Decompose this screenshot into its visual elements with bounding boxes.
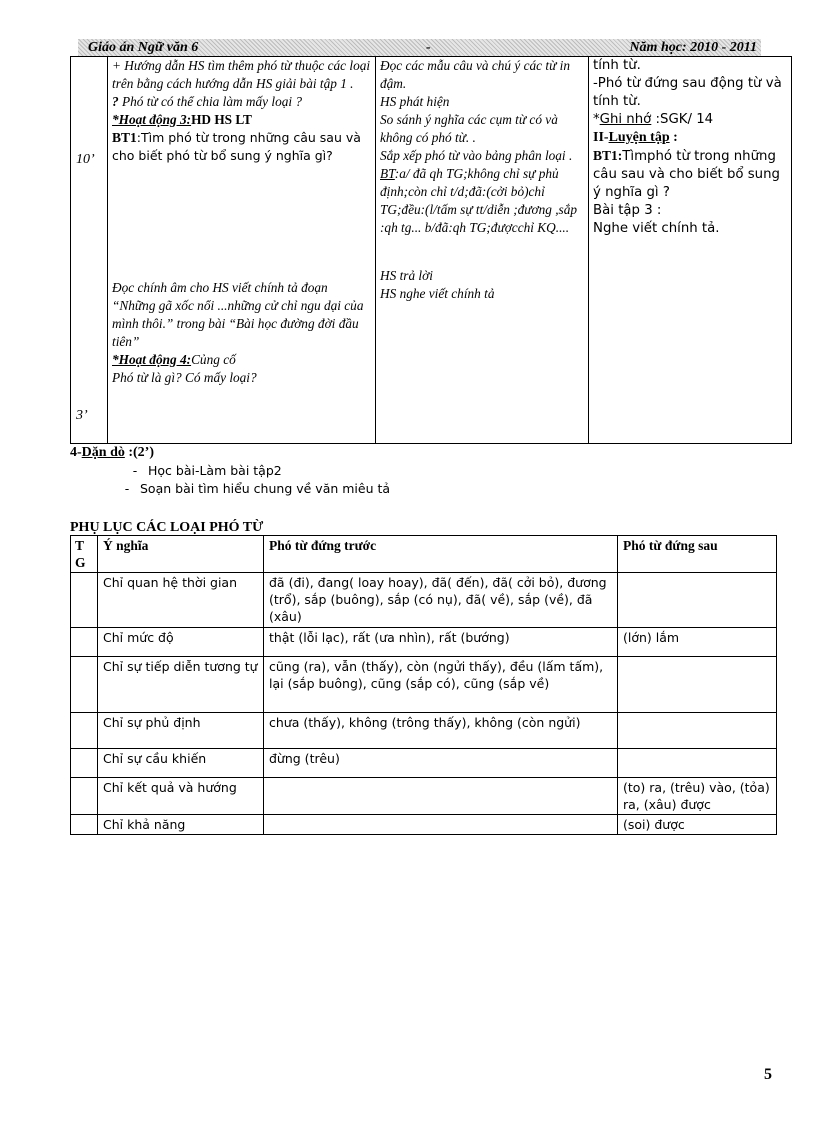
header-separator: - [426, 40, 431, 55]
activity-3-heading: *Hoạt động 3:HD HS LT [112, 112, 252, 127]
student-discover-text: HS phát hiện [380, 94, 450, 109]
header-subject: Giáo án Ngữ văn 6 [88, 40, 199, 55]
header-school-year: Năm học: 2010 - 2011 [629, 40, 757, 55]
row-after: (to) ra, (trêu) vào, (tỏa) ra, (xâu) được [618, 778, 777, 815]
homework-item: - Soạn bài tìm hiểu chung về văn miêu tả [124, 481, 391, 496]
row-after [618, 713, 777, 749]
appendix-title: PHỤ LỤC CÁC LOẠI PHÓ TỪ [70, 520, 264, 535]
table-row [71, 778, 777, 815]
row-after: (lớn) lắm [618, 628, 777, 657]
content-exercise-3: Bài tập 3 : [593, 203, 662, 218]
page-header [78, 39, 761, 56]
time-3-min: 3’ [76, 408, 88, 423]
time-10-min: 10’ [76, 152, 95, 167]
row-meaning: Chỉ sự tiếp diễn tương tự [98, 657, 264, 713]
dictation-instruction: Đọc chính âm cho HS viết chính tả đoạn “Những gã xốc nổi ...những cử chỉ ngu dại của mình thôi.” trong bài “Bài học đường đời đầu tiên” [112, 280, 364, 349]
content-practice-heading: II-Luyện tập : [593, 130, 678, 145]
row-before: chưa (thấy), không (trông thấy), không (còn ngửi) [264, 713, 618, 749]
header-meaning: Ý nghĩa [98, 536, 264, 573]
content-cell [589, 57, 792, 444]
student-sort-text: Sắp xếp phó từ vào bảng phân loại . [380, 148, 573, 163]
review-question: Phó từ là gì? Có mấy loại? [112, 370, 257, 385]
header-before: Phó từ đứng trước [264, 536, 618, 573]
table-row [71, 815, 777, 835]
student-compare-text: So sánh ý nghĩa các cụm từ có và không có phó từ. . [380, 112, 558, 145]
teacher-activity-cell [108, 57, 376, 444]
table-header-row [71, 536, 777, 573]
teacher-question: ? Phó từ có thể chia làm mấy loại ? [112, 94, 303, 109]
homework-item: - Học bài-Làm bài tập2 [132, 463, 282, 478]
header-after: Phó từ đứng sau [618, 536, 777, 573]
row-before: đừng (trêu) [264, 749, 618, 778]
table-row [71, 657, 777, 713]
exercise-1-text: BT1:Tìm phó từ trong những câu sau và cho biết phó từ bổ sung ý nghĩa gì? [112, 130, 361, 163]
row-before: đã (đi), đang( loay hoay), đã( đến), đã( cởi bỏ), đương (trổ), sắp (buông), sắp (có nụ), đã( về), sắp (về), đã (xâu) [264, 573, 618, 628]
adverb-appendix-table [70, 535, 777, 835]
homework-section [70, 444, 670, 498]
time-column [71, 57, 108, 444]
table-row [71, 713, 777, 749]
row-meaning: Chỉ sự phủ định [98, 713, 264, 749]
row-meaning: Chỉ khả năng [98, 815, 264, 835]
content-dictation: Nghe viết chính tả. [593, 221, 720, 236]
table-row [71, 749, 777, 778]
row-before [264, 778, 618, 815]
row-before [264, 815, 618, 835]
row-after: (soi) được [618, 815, 777, 835]
activity-4-heading: *Hoạt động 4:Củng cố [112, 352, 236, 367]
student-activity-cell [376, 57, 589, 444]
homework-title: 4-Dặn dò :(2’) [70, 445, 155, 460]
row-after [618, 749, 777, 778]
student-answer-text: HS trả lời [380, 268, 433, 283]
table-row [71, 628, 777, 657]
row-after [618, 573, 777, 628]
student-exercise-answer: BT:a/ đã qh TG;không chỉ sự phủ định;còn chỉ t/d;đã:(cởi bỏ)chỉ TG;đều:(l/tấm sự tt/diễn ;đương ,sắp :qh tg... b/đã:qh TG;đượcchỉ KQ.... [380, 166, 578, 235]
row-meaning: Chỉ mức độ [98, 628, 264, 657]
row-before: cũng (ra), vẫn (thấy), còn (ngửi thấy), đều (lấm tấm), lại (sắp buông), cũng (sắp có), cũng (sắp về) [264, 657, 618, 713]
header-tg: T G [71, 536, 98, 573]
student-dictation-text: HS nghe viết chính tả [380, 286, 495, 301]
content-adverb-position: -Phó từ đứng sau động từ và tính từ. [593, 76, 782, 109]
content-adjective: tính từ. [593, 58, 641, 73]
student-read-text: Đọc các mẫu câu và chú ý các từ in đậm. [380, 58, 571, 91]
teacher-guide-text: + Hướng dẫn HS tìm thêm phó từ thuộc các loại trên bằng cách hướng dẫn HS giải bài tập 1 . [112, 58, 371, 91]
page-number: 5 [764, 1066, 772, 1083]
row-meaning: Chỉ kết quả và hướng [98, 778, 264, 815]
content-exercise-1: BT1:Tìmphó từ trong những câu sau và cho biết bổ sung ý nghĩa gì ? [593, 148, 780, 200]
table-row [71, 573, 777, 628]
lesson-table [70, 56, 792, 444]
row-meaning: Chỉ sự cầu khiến [98, 749, 264, 778]
row-meaning: Chỉ quan hệ thời gian [98, 573, 264, 628]
row-before: thật (lỗi lạc), rất (ưa nhìn), rất (bướng) [264, 628, 618, 657]
row-after [618, 657, 777, 713]
content-remember: *Ghi nhớ :SGK/ 14 [593, 112, 714, 127]
